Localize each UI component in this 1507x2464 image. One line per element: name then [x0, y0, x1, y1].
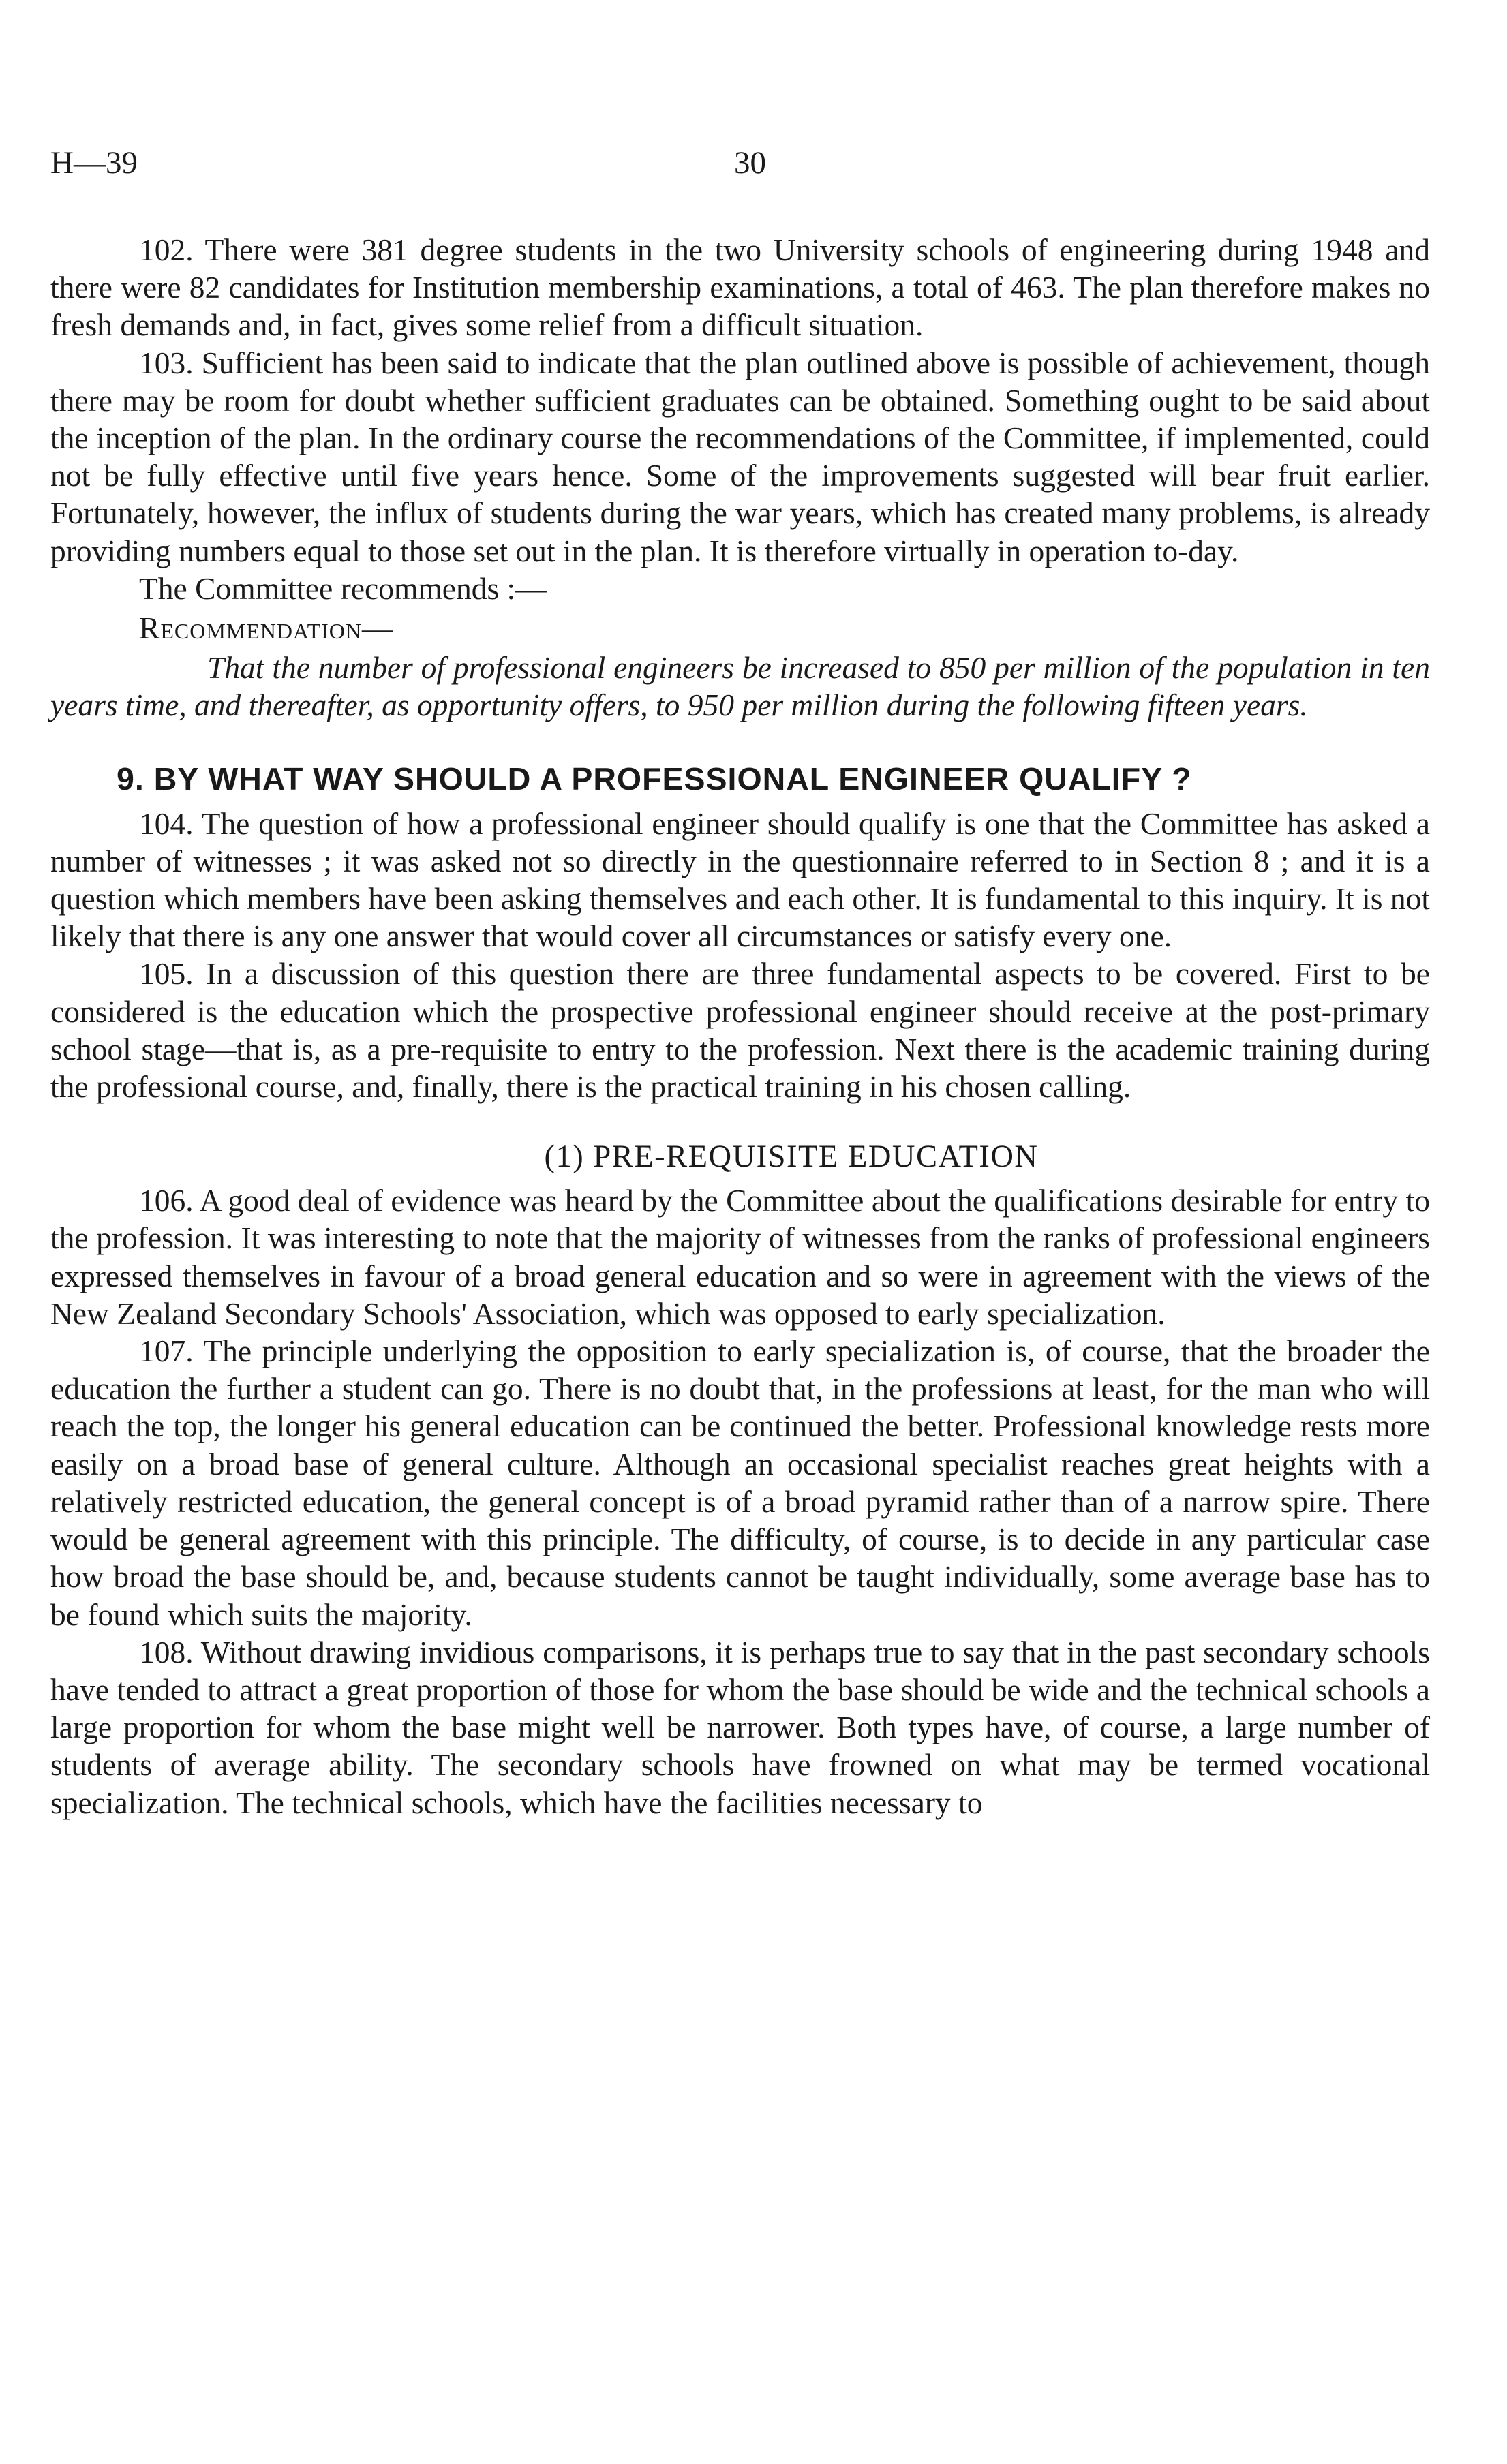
paragraph-107: 107. The principle underlying the opposition to early specialization is, of course, that the broader the education the further a student can go. There is no doubt that, in the professions at least, for the man who will reach the top, the longer his general education can be continued the better. Professional knowledge rests more easily on a broad base of general culture. Although an occasional specialist reaches great heights with a relatively restricted education, the general concept is of a broad pyramid rather than of a narrow spire. There would be general agreement with this principle. The difficulty, of course, is to decide in any particular case how broad the base should be, and, because students cannot be taught individually, some average base has to be found which suits the majority. [50, 1334, 1430, 1632]
subsection-heading: (1) PRE-REQUISITE EDUCATION [544, 1139, 1039, 1175]
paragraph-105: 105. In a discussion of this question there are three fundamental aspects to be covered. First to be considered is the education which the prospective professional engineer should receive at the post-primary school stage—that is, as a pre-requisite to entry to the profession. Next there is the academic training during the professional course, and, finally, there is the practical training in his chosen calling. [50, 956, 1430, 1105]
document-code: H—39 [50, 145, 138, 181]
paragraph-103: 103. Sufficient has been said to indicate that the plan outlined above is possible of achievement, though there may be room for doubt whether sufficient graduates can be obtained. Something ought to be said about the inception of the plan. In the ordinary course the recommendations of the Committee, if implemented, could not be fully effective until five years hence. Some of the improvements suggested will bear fruit earlier. Fortunately, however, the influx of students during the war years, which has created many problems, is already providing numbers equal to those set out in the plan. It is therefore virtually in operation to-day. [50, 345, 1430, 568]
recommendation-text: That the number of professional engineers be increased to 850 per million of the population in ten years time, and thereafter, as opportunity offers, to 950 per million during the following fifteen years. [50, 650, 1430, 723]
section-heading: 9. BY WHAT WAY SHOULD A PROFESSIONAL ENGINEER QUALIFY ? [117, 760, 1192, 797]
paragraph-106: 106. A good deal of evidence was heard by the Committee about the qualifications desirable for entry to the profession. It was interesting to note that the majority of witnesses from the ranks of professional engineers expressed themselves in favour of a broad general education and so were in agreement with the views of the New Zealand Secondary Schools' Association, which was opposed to early specialization. [50, 1183, 1430, 1331]
running-header [50, 144, 1457, 185]
body-text [50, 231, 1430, 1821]
recommendation-heading: Recommendation— [139, 611, 394, 646]
page-number: 30 [734, 145, 766, 181]
paragraph-108: 108. Without drawing invidious comparisons, it is perhaps true to say that in the past secondary schools have tended to attract a great proportion of those for whom the base should be wide and the technical schools a large proportion for whom the base might well be narrower. Both types have, of course, a large number of students of average ability. The secondary schools have frowned on what may be termed vocational specialization. The technical schools, which have the facilities necessary to [50, 1634, 1430, 1820]
paragraph-104: 104. The question of how a professional engineer should qualify is one that the Committee has asked a number of witnesses ; it was asked not so directly in the questionnaire referred to in Section 8 ; and it is a question which members have been asking themselves and each other. It is fundamental to this inquiry. It is not likely that there is any one answer that would cover all circumstances or satisfy every one. [50, 805, 1430, 954]
paragraph-102: 102. There were 381 degree students in the two University schools of engineering during 1948 and there were 82 candidates for Institution membership examinations, a total of 463. The plan therefore makes no fresh demands and, in fact, gives some relief from a difficult situation. [50, 232, 1430, 343]
recommends-line: The Committee recommends :— [139, 570, 547, 606]
